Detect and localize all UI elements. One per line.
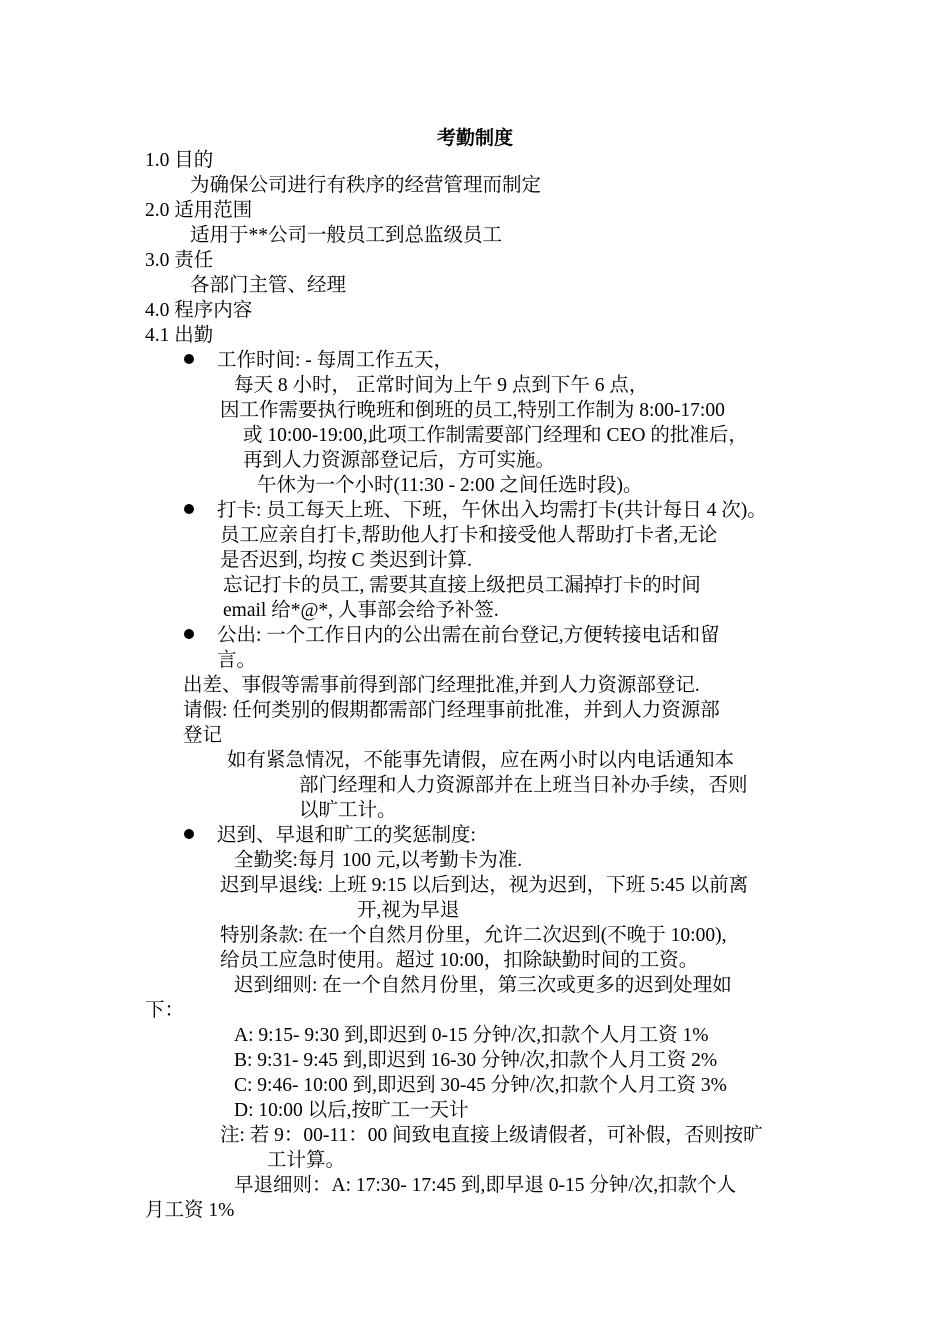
body-line: 迟到早退线: 上班 9:15 以后到达，视为迟到，下班 5:45 以前离 — [220, 875, 749, 896]
body-line: 工计算。 — [267, 1150, 346, 1171]
body-line: 请假: 任何类别的假期都需部门经理事前批准，并到人力资源部 — [183, 700, 720, 721]
section-heading: 4.1 出勤 — [145, 325, 214, 346]
body-line: 开,视为早退 — [357, 900, 460, 921]
body-line: 部门经理和人力资源部并在上班当日补办手续，否则 — [299, 775, 748, 796]
body-line: 如有紧急情况，不能事先请假，应在两小时以内电话通知本 — [227, 750, 735, 771]
body-line: 迟到细则: 在一个自然月份里，第三次或更多的迟到处理如 — [234, 975, 732, 996]
body-line: 适用于**公司一般员工到总监级员工 — [190, 225, 503, 246]
body-line: 言。 — [217, 650, 257, 671]
section-heading: 3.0 责任 — [145, 250, 214, 271]
body-line: 打卡: 员工每天上班、下班，午休出入均需打卡(共计每日 4 次)。 — [217, 500, 767, 521]
body-line: 早退细则：A: 17:30- 17:45 到,即早退 0-15 分钟/次,扣款个人 — [234, 1175, 737, 1196]
body-line: B: 9:31- 9:45 到,即迟到 16-30 分钟/次,扣款个人月工资 2% — [234, 1050, 718, 1071]
section-heading: 2.0 适用范围 — [145, 200, 253, 221]
bullet-icon — [184, 504, 194, 514]
body-line: 特别条款: 在一个自然月份里，允许二次迟到(不晚于 10:00), — [220, 925, 727, 946]
section-heading: 4.0 程序内容 — [145, 300, 253, 321]
body-line: A: 9:15- 9:30 到,即迟到 0-15 分钟/次,扣款个人月工资 1% — [234, 1025, 709, 1046]
bullet-icon — [184, 629, 194, 639]
body-line: 登记 — [183, 725, 223, 746]
body-line: 注: 若 9：00-11：00 间致电直接上级请假者，可补假，否则按旷 — [220, 1125, 763, 1146]
body-line: 因工作需要执行晚班和倒班的员工,特别工作制为 8:00-17:00 — [220, 400, 725, 421]
body-line: 工作时间: - 每周工作五天， — [217, 350, 454, 371]
body-line: 出差、事假等需事前得到部门经理批准,并到人力资源部登记. — [183, 675, 700, 696]
body-line: 午休为一个小时(11:30 - 2:00 之间任选时段)。 — [257, 475, 643, 496]
body-line: 公出: 一个工作日内的公出需在前台登记,方便转接电话和留 — [217, 625, 720, 646]
body-line: 以旷工计。 — [299, 800, 397, 821]
bullet-icon — [184, 829, 194, 839]
body-line: D: 10:00 以后,按旷工一天计 — [234, 1100, 469, 1121]
section-heading: 1.0 目的 — [145, 150, 214, 171]
body-line: 为确保公司进行有秩序的经营管理而制定 — [190, 175, 542, 196]
body-line: 再到人力资源部登记后，方可实施。 — [243, 450, 556, 471]
body-line: 下： — [145, 1000, 185, 1021]
bullet-icon — [184, 354, 194, 364]
body-line: 迟到、早退和旷工的奖惩制度: — [217, 825, 476, 846]
body-line: 员工应亲自打卡,帮助他人打卡和接受他人帮助打卡者,无论 — [220, 525, 718, 546]
body-line: 月工资 1% — [145, 1200, 235, 1221]
body-line: C: 9:46- 10:00 到,即迟到 30-45 分钟/次,扣款个人月工资 3% — [234, 1075, 727, 1096]
body-line: email 给*@*, 人事部会给予补签. — [223, 600, 499, 621]
body-line: 各部门主管、经理 — [190, 275, 347, 296]
body-line: 给员工应急时使用。超过 10:00，扣除缺勤时间的工资。 — [220, 950, 699, 971]
body-line: 忘记打卡的员工, 需要其直接上级把员工漏掉打卡的时间 — [223, 575, 701, 596]
body-line: 或 10:00-19:00,此项工作制需要部门经理和 CEO 的批准后， — [243, 425, 748, 446]
body-line: 是否迟到, 均按 C 类迟到计算. — [220, 550, 472, 571]
body-line: 全勤奖:每月 100 元,以考勤卡为准. — [234, 850, 523, 871]
document-title: 考勤制度 — [436, 127, 513, 149]
body-line: 每天 8 小时， 正常时间为上午 9 点到下午 6 点， — [234, 375, 649, 396]
